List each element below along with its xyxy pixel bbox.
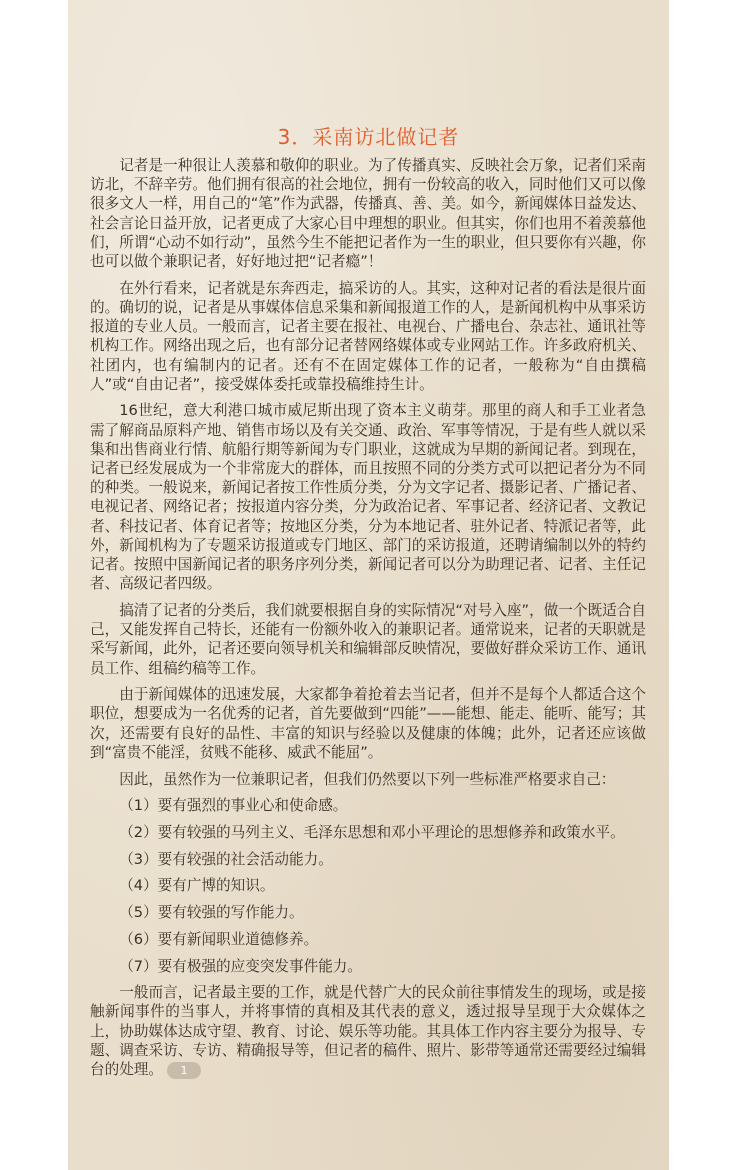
list-item: （6）要有新闻职业道德修养。	[119, 930, 319, 948]
list-item: （2）要有较强的马列主义、毛泽东思想和邓小平理论的思想修养和政策水平。	[119, 824, 625, 841]
list-item: （1）要有强烈的事业心和使命感。	[119, 797, 348, 815]
list-item: （7）要有极强的应变突发事件能力。	[119, 957, 362, 975]
paragraph: 搞清了记者的分类后，我们就要根据自身的实际情况“对号入座”，做一个既适合自己，又能发挥自己特长，还能有一份额外收入的兼职记者。通常说来，记者的天职就是采写新闻，此外，记者还要向领导机关和编辑部反映情况，要做好群众采访工作、通讯员工作、组稿约稿等工作。	[90, 601, 646, 677]
chapter-title: 3．采南访北做记者	[277, 125, 460, 149]
paragraph: 因此，虽然作为一位兼职记者，但我们仍然要以下列一些标准严格要求自己：	[119, 770, 616, 788]
paragraph: 记者是一种很让人羡慕和敬仰的职业。为了传播真实、反映社会万象，记者们采南访北，不辞辛劳。他们拥有很高的社会地位，拥有一份较高的收入，同时他们又可以像很多文人一样，用自己的“笔”作为武器，传播真、善、美。如今，新闻媒体日益发达、社会言论日益开放，记者更成了大家心目中理想的职业。但其实，你们也用不着羡慕他们，所谓“心动不如行动”，虽然今生不能把记者作为一生的职业，但只要你有兴趣，你也可以做个兼职记者，好好地过把“记者瘾”！	[90, 157, 646, 271]
page-content	[90, 156, 646, 1079]
paragraph: 在外行看来，记者就是东奔西走，搞采访的人。其实，这种对记者的看法是很片面的。确切的说，记者是从事媒体信息采集和新闻报道工作的人，是新闻机构中从事采访报道的专业人员。一般而言，记者主要在报社、电视台、广播电台、杂志社、通讯社等机构工作。网络出现之后，也有部分记者替网络媒体或专业网站工作。许多政府机关、社团内，也有编制内的记者。还有不在固定媒体工作的记者，一般称为“自由撰稿人”或“自由记者”，接受媒体委托或靠投稿维持生计。	[90, 279, 646, 393]
book-page	[68, 0, 669, 1170]
list-item: （3）要有较强的社会活动能力。	[119, 850, 333, 868]
paragraph: 由于新闻媒体的迅速发展，大家都争着抢着去当记者，但并不是每个人都适合这个职位，想要成为一名优秀的记者，首先要做到“四能”——能想、能走、能听、能写；其次，还需要有良好的品性、丰富的知识与经验以及健康的体魄；此外，记者还应该做到“富贵不能淫，贫贱不能移、威武不能屈”。	[90, 686, 646, 761]
list-item: （5）要有较强的写作能力。	[119, 904, 304, 922]
list-item: （4）要有广博的知识。	[119, 877, 275, 895]
closing-paragraph: 一般而言，记者最主要的工作，就是代替广大的民众前往事情发生的现场，或是接触新闻事件的当事人，并将事情的真相及其代表的意义，透过报导呈现于大众媒体之上，协助媒体达成守望、教育、讨论、娱乐等功能。其具体工作内容主要分为报导、专题、调查采访、专访、精确报导等，但记者的稿件、照片、影带等通常还需要经过编辑台的处理。	[90, 984, 646, 1079]
paragraph: 16世纪，意大利港口城市威尼斯出现了资本主义萌芽。那里的商人和手工业者急需了解商品原料产地、销售市场以及有关交通、政治、军事等情况，于是有些人就以采集和出售商业行情、航船行期等新闻为专门职业，这就成为早期的新闻记者。到现在，记者已经发展成为一个非常庞大的群体，而且按照不同的分类方式可以把记者分为不同的种类。一般说来，新闻记者按工作性质分类，分为文字记者、摄影记者、广播记者、电视记者、网络记者；按报道内容分类，分为政治记者、军事记者、经济记者、文教记者、科技记者、体育记者等；按地区分类，分为本地记者、驻外记者、特派记者等，此外，新闻机构为了专题采访报道或专门地区、部门的采访报道，还聘请编制以外的特约记者。按照中国新闻记者的职务序列分类，新闻记者可以分为助理记者、记者、主任记者、高级记者四级。	[90, 402, 646, 593]
page-number-badge[interactable]: 1	[167, 1062, 201, 1079]
closing-block	[90, 983, 646, 1079]
